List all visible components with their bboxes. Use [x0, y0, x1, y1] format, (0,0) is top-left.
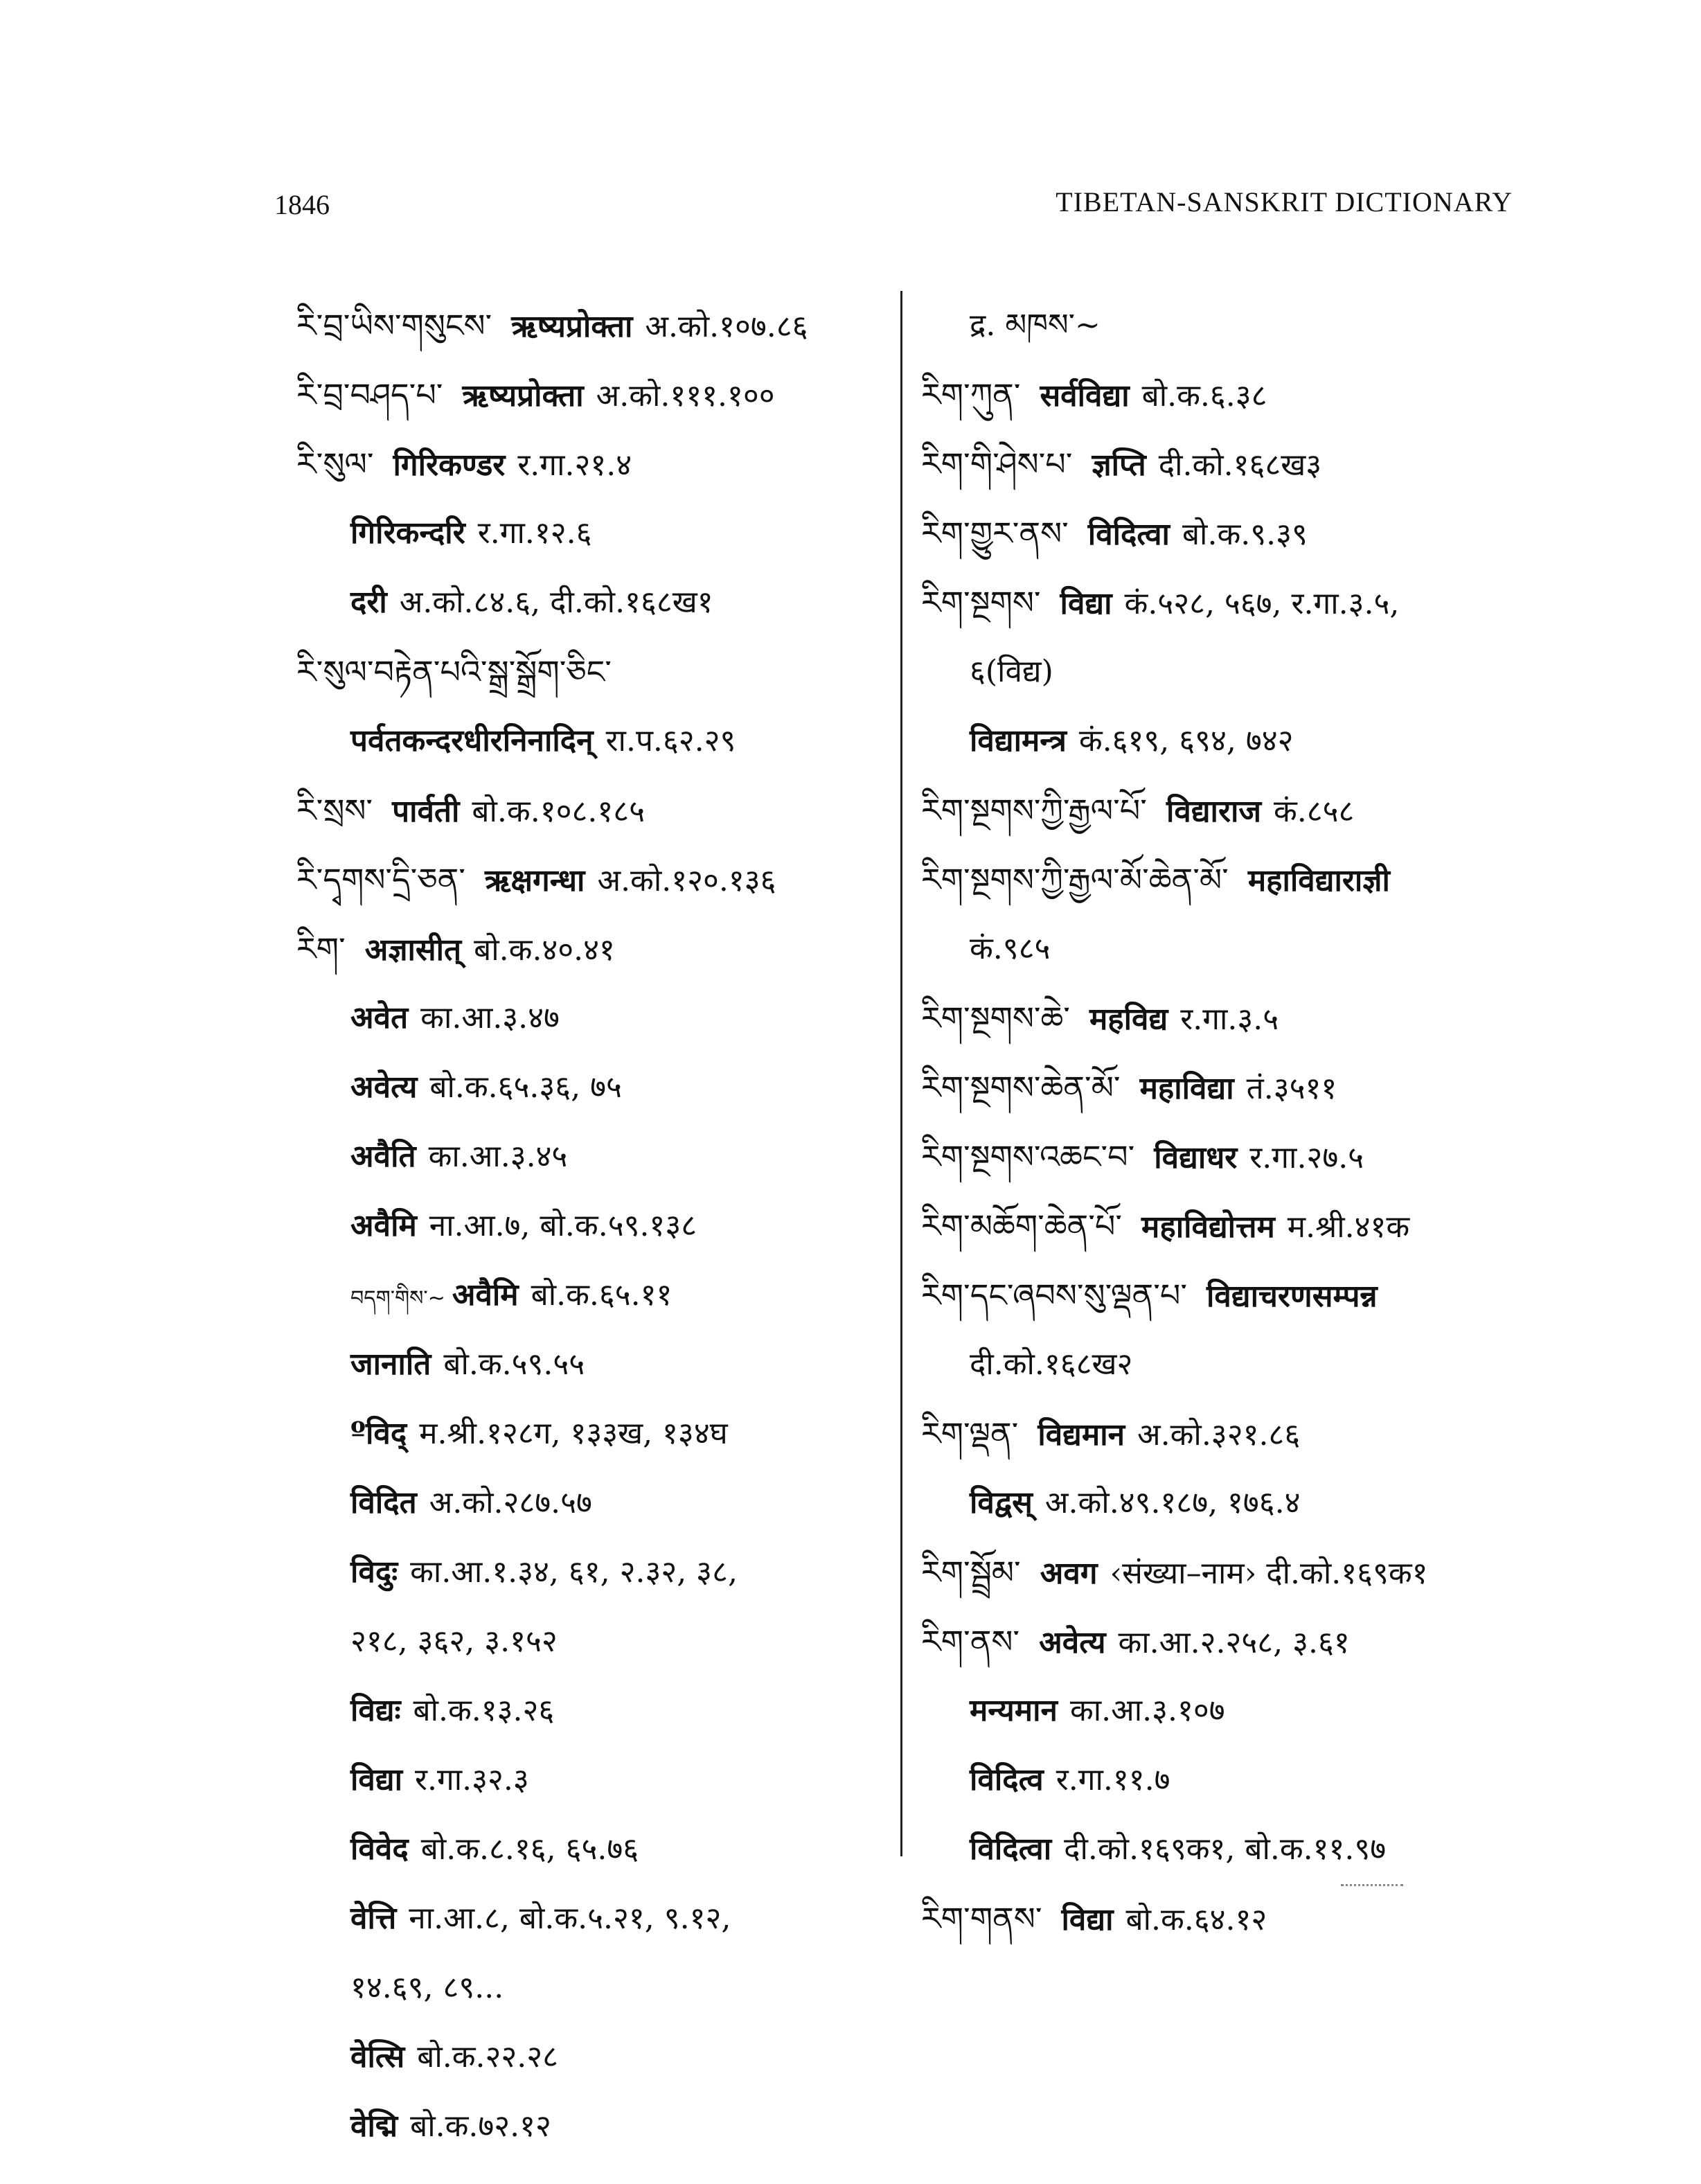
dictionary-entry-line [921, 429, 1544, 499]
tibetan-headword: རིག་གི་ཤེས་པ་ [921, 445, 1073, 483]
sanskrit-equivalent: विदित्व [970, 1762, 1044, 1797]
dictionary-entry-line [921, 568, 1544, 637]
sanskrit-equivalent: विदुः [350, 1554, 398, 1590]
dictionary-entry-line [921, 707, 1544, 776]
dictionary-entry-line [921, 1191, 1544, 1261]
dictionary-entry-line [921, 1330, 1544, 1399]
sanskrit-equivalent: महविद्य [1089, 1002, 1168, 1037]
sanskrit-equivalent: विद्यमान [1037, 1417, 1125, 1453]
source-reference: र.गा.२७.५ [1249, 1140, 1364, 1175]
source-reference: ना.आ.८, बो.क.५.२१, ९.१२, [409, 1901, 731, 1936]
source-reference: का.आ.२.२५८, ३.६१ [1118, 1625, 1350, 1660]
sanskrit-equivalent: विद्याधर [1154, 1140, 1238, 1175]
dictionary-entry-line [921, 984, 1544, 1053]
sanskrit-equivalent: विद्या [350, 1762, 402, 1797]
sanskrit-equivalent: विद्वस् [970, 1485, 1033, 1520]
dictionary-entry-line [296, 568, 878, 637]
tibetan-headword: རིག་སྔགས་ཀྱི་རྒྱལ་མོ་ཆེན་མོ་ [921, 861, 1229, 898]
sanskrit-equivalent: विद्यामन्त्र [970, 723, 1067, 758]
source-reference: म.श्री.१२८ग, १३३ख, १३४घ [419, 1416, 728, 1451]
source-reference: र.गा.११.७ [1056, 1762, 1170, 1797]
dictionary-entry-line [921, 1607, 1544, 1676]
source-reference: बो.क.५९.५५ [443, 1347, 585, 1382]
dictionary-entry-line [296, 1607, 878, 1676]
dictionary-entry-line [921, 1884, 1544, 1953]
source-reference: बो.क.६.३८ [1141, 378, 1267, 414]
dictionary-entry-line [921, 1468, 1544, 1538]
source-reference: ना.आ.७, बो.क.५९.१३८ [429, 1208, 697, 1243]
source-reference: का.आ.३.४७ [420, 1000, 560, 1036]
tibetan-headword: རི་སུལ་ [296, 445, 374, 483]
dictionary-entry-line [921, 1122, 1544, 1191]
sanskrit-equivalent: दरी [350, 585, 387, 620]
dictionary-entry-line [296, 1746, 878, 1815]
dictionary-entry-line [296, 499, 878, 568]
dictionary-entry-line [921, 845, 1544, 914]
source-reference: कं.९८५ [970, 931, 1051, 966]
sanskrit-equivalent: गिरिकन्दरि [350, 515, 465, 551]
tibetan-headword: རིག་ལྡན་ [921, 1415, 1019, 1453]
dictionary-entry-line [921, 637, 1544, 707]
source-reference: र.गा.३.५ [1180, 1002, 1279, 1037]
sanskrit-equivalent: अवेत [350, 1000, 409, 1036]
source-reference: बो.क.२२.२८ [417, 2039, 558, 2075]
source-reference: बो.क.९.३९ [1182, 517, 1308, 552]
source-reference: का.आ.३.१०७ [1069, 1693, 1225, 1728]
dictionary-entry-line [921, 914, 1544, 984]
sanskrit-equivalent: वेद्मि [350, 2108, 398, 2144]
tibetan-headword: རིག་མཆོག་ཆེན་པོ་ [921, 1207, 1123, 1245]
sanskrit-equivalent: महाविद्या [1139, 1071, 1234, 1106]
dictionary-entry-line [921, 776, 1544, 845]
sanskrit-equivalent: विद्या [1061, 1902, 1114, 1937]
decorative-dots [1341, 1884, 1403, 1888]
sanskrit-equivalent: सर्वविद्या [1040, 378, 1130, 414]
source-reference: बो.क.६५.११ [531, 1277, 673, 1313]
dictionary-entry-line [921, 291, 1544, 360]
running-head: TIBETAN-SANSKRIT DICTIONARY [1056, 186, 1513, 217]
sanskrit-equivalent: ऋक्षगन्धा [484, 863, 585, 898]
dictionary-entry-line [296, 1053, 878, 1122]
source-reference: बो.क.१३.२६ [413, 1693, 555, 1728]
sanskrit-equivalent: अवैमि [452, 1277, 519, 1313]
source-reference: अ.को.१२०.१३६ [597, 863, 776, 898]
tibetan-headword: རིག་ཀུན་ [921, 376, 1021, 414]
sanskrit-equivalent: विदित्वा [970, 1831, 1052, 1867]
dictionary-entry-line [296, 291, 878, 360]
sanskrit-equivalent: अज्ञासीत् [364, 932, 462, 968]
sanskrit-equivalent: अवग [1040, 1556, 1098, 1591]
dictionary-entry-line [296, 1261, 878, 1330]
source-reference: २१८, ३६२, ३.१५२ [350, 1624, 558, 1659]
source-reference: दी.को.१६९क१, बो.क.११.९७ [1064, 1831, 1387, 1867]
sanskrit-equivalent: अवेत्य [1039, 1625, 1106, 1660]
sanskrit-equivalent: विद्यः [350, 1693, 401, 1728]
source-reference: अ.को.१११.१०० [596, 378, 775, 414]
tibetan-headword: རི་དྭགས་དྲི་ཅན་ [296, 861, 465, 898]
source-reference: कं.५२८, ५६७, र.गा.३.५, [1124, 586, 1400, 621]
dictionary-entry-line [296, 1468, 878, 1538]
dictionary-entry-line [296, 1884, 878, 1953]
source-reference: अ.को.४९.१८७, १७६.४ [1044, 1485, 1301, 1520]
tibetan-headword: རིག་སྔགས་ཆེ་ [921, 1000, 1070, 1037]
dictionary-entry-line [921, 1815, 1544, 1884]
tibetan-headword: རིག་སྔགས་ [921, 584, 1041, 621]
dictionary-entry-line [296, 707, 878, 776]
dictionary-entry-line [296, 1676, 878, 1746]
source-reference: कं.६१९, ६९४, ७४२ [1078, 723, 1294, 758]
tibetan-headword: རི་སྲས་ [296, 792, 373, 829]
source-reference: १४.६९, ८९... [350, 1970, 504, 2005]
source-reference: र.गा.१२.६ [477, 515, 592, 551]
dictionary-entry-line [296, 776, 878, 845]
source-reference: बो.क.४०.४१ [474, 932, 615, 968]
dictionary-entry-line [296, 914, 878, 984]
sanskrit-equivalent: मन्यमान [970, 1693, 1058, 1728]
source-reference: कं.८५८ [1274, 794, 1355, 829]
sanskrit-equivalent: पार्वती [392, 794, 460, 829]
tibetan-headword: རིག་གནས་ [921, 1900, 1042, 1937]
tibetan-headword: རིག་སྔགས་ཆེན་མོ་ [921, 1069, 1121, 1106]
source-reference: रा.प.६२.२९ [605, 723, 736, 758]
sanskrit-equivalent: अवैमि [350, 1208, 417, 1243]
source-reference: म.श्री.४१क [1287, 1209, 1410, 1245]
sanskrit-equivalent: वेत्ति [350, 1901, 397, 1936]
source-reference: बो.क.१०८.१८५ [472, 794, 645, 829]
tibetan-headword: རི་སུལ་བརྟེན་པའི་སྒྲ་སྒྲོག་ཅིང་ [296, 653, 612, 691]
source-reference: बो.क.७२.१२ [410, 2108, 551, 2144]
sanskrit-equivalent: विवेद [350, 1831, 409, 1867]
tibetan-headword: རིག་གྱུར་ནས་ [921, 515, 1069, 552]
source-reference: दी.को.१६८ख२ [970, 1347, 1133, 1382]
sanskrit-equivalent: महाविद्याराज्ञी [1247, 863, 1390, 898]
sanskrit-equivalent: विदित्वा [1087, 517, 1170, 552]
dictionary-entry-line [296, 845, 878, 914]
source-reference: अ.को.८४.६, दी.को.१६८ख१ [399, 585, 713, 620]
source-reference: बो.क.६५.३६, ७५ [429, 1069, 622, 1105]
tibetan-headword: རིག་ [296, 930, 346, 968]
sanskrit-equivalent: गिरिकण्डर [393, 447, 506, 483]
source-reference: ६(विद्य) [970, 654, 1053, 689]
column-divider [900, 291, 902, 1856]
dictionary-entry-line [296, 1815, 878, 1884]
dictionary-entry-line [296, 1953, 878, 2023]
sanskrit-equivalent: अवेत्य [350, 1069, 418, 1105]
tibetan-headword: རིག་སྔགས་འཆང་བ་ [921, 1138, 1135, 1175]
source-reference: र.गा.३२.३ [414, 1762, 529, 1797]
source-reference: ‹संख्या–नाम› दी.को.१६९क१ [1110, 1556, 1428, 1591]
dictionary-entry-line [921, 360, 1544, 429]
dictionary-entry-line [296, 1191, 878, 1261]
dictionary-entry-line [296, 637, 878, 707]
source-reference: तं.३५११ [1246, 1071, 1337, 1106]
tibetan-headword: རི་བྲ་བཤད་པ་ [296, 376, 443, 414]
tibetan-headword: རིག་སྔགས་ཀྱི་རྒྱལ་པོ་ [921, 792, 1147, 829]
dictionary-entry-line [296, 1538, 878, 1607]
source-reference: का.आ.१.३४, ६१, २.३२, ३८, [410, 1554, 738, 1590]
dictionary-entry-line [921, 499, 1544, 568]
source-reference: का.आ.३.४५ [428, 1139, 568, 1174]
sanskrit-equivalent: जानाति [350, 1347, 431, 1382]
dictionary-entry-line [921, 1399, 1544, 1468]
sanskrit-equivalent: ऋष्यप्रोक्ता [462, 378, 584, 414]
dictionary-entry-line [296, 1399, 878, 1468]
sanskrit-equivalent: ऋष्यप्रोक्ता [511, 309, 633, 344]
sanskrit-equivalent: वेत्सि [350, 2039, 405, 2075]
sanskrit-equivalent: ज्ञप्ति [1092, 447, 1146, 483]
tibetan-headword: རིག་དང་ཞབས་སུ་ལྡན་པ་ [921, 1277, 1188, 1314]
dictionary-entry-line [921, 1261, 1544, 1330]
source-reference: बो.क.६४.१२ [1125, 1902, 1267, 1937]
sanskrit-equivalent: ºविद् [350, 1416, 407, 1451]
dictionary-entry-line [296, 1330, 878, 1399]
tibetan-headword: རིག་སྦྲོམ་ [921, 1554, 1021, 1591]
source-reference: अ.को.३२१.८६ [1137, 1417, 1301, 1453]
left-column [296, 291, 878, 2161]
sanskrit-equivalent: विद्याराज [1166, 794, 1261, 829]
tibetan-headword: རི་བྲ་ཡིས་གསུངས་ [296, 307, 492, 344]
source-reference: अ.को.२८७.५७ [429, 1485, 592, 1520]
dictionary-entry-line [921, 1676, 1544, 1746]
sanskrit-equivalent: विद्या [1060, 586, 1112, 621]
tibetan-headword: རིག་ནས་ [921, 1623, 1020, 1660]
dictionary-entry-line [296, 984, 878, 1053]
page-number: 1846 [274, 189, 330, 220]
dictionary-entry-line [296, 360, 878, 429]
dictionary-entry-line [296, 429, 878, 499]
sanskrit-equivalent: विद्याचरणसम्पन्न [1206, 1279, 1378, 1314]
source-reference: र.गा.२१.४ [517, 447, 632, 483]
sanskrit-equivalent: विदित [350, 1485, 417, 1520]
dictionary-entry-line [921, 1538, 1544, 1607]
source-reference: दी.को.१६८ख३ [1158, 447, 1322, 483]
dictionary-entry-line [921, 1746, 1544, 1815]
sanskrit-equivalent: महाविद्योत्तम [1141, 1209, 1275, 1245]
right-column [921, 291, 1544, 1953]
dictionary-entry-line [921, 1053, 1544, 1122]
source-reference: अ.को.१०७.८६ [645, 309, 808, 344]
tibetan-headword: བདག་གིས་~ [350, 1286, 445, 1311]
dictionary-entry-line [296, 1122, 878, 1191]
sanskrit-equivalent: पर्वतकन्दरधीरनिनादिन् [350, 723, 594, 758]
dictionary-entry-line [296, 2092, 878, 2161]
source-reference: बो.क.८.१६, ६५.७६ [420, 1831, 639, 1867]
source-reference: द्र. མཁས་~ [970, 308, 1101, 343]
sanskrit-equivalent: अवैति [350, 1139, 416, 1174]
dictionary-entry-line [296, 2023, 878, 2092]
